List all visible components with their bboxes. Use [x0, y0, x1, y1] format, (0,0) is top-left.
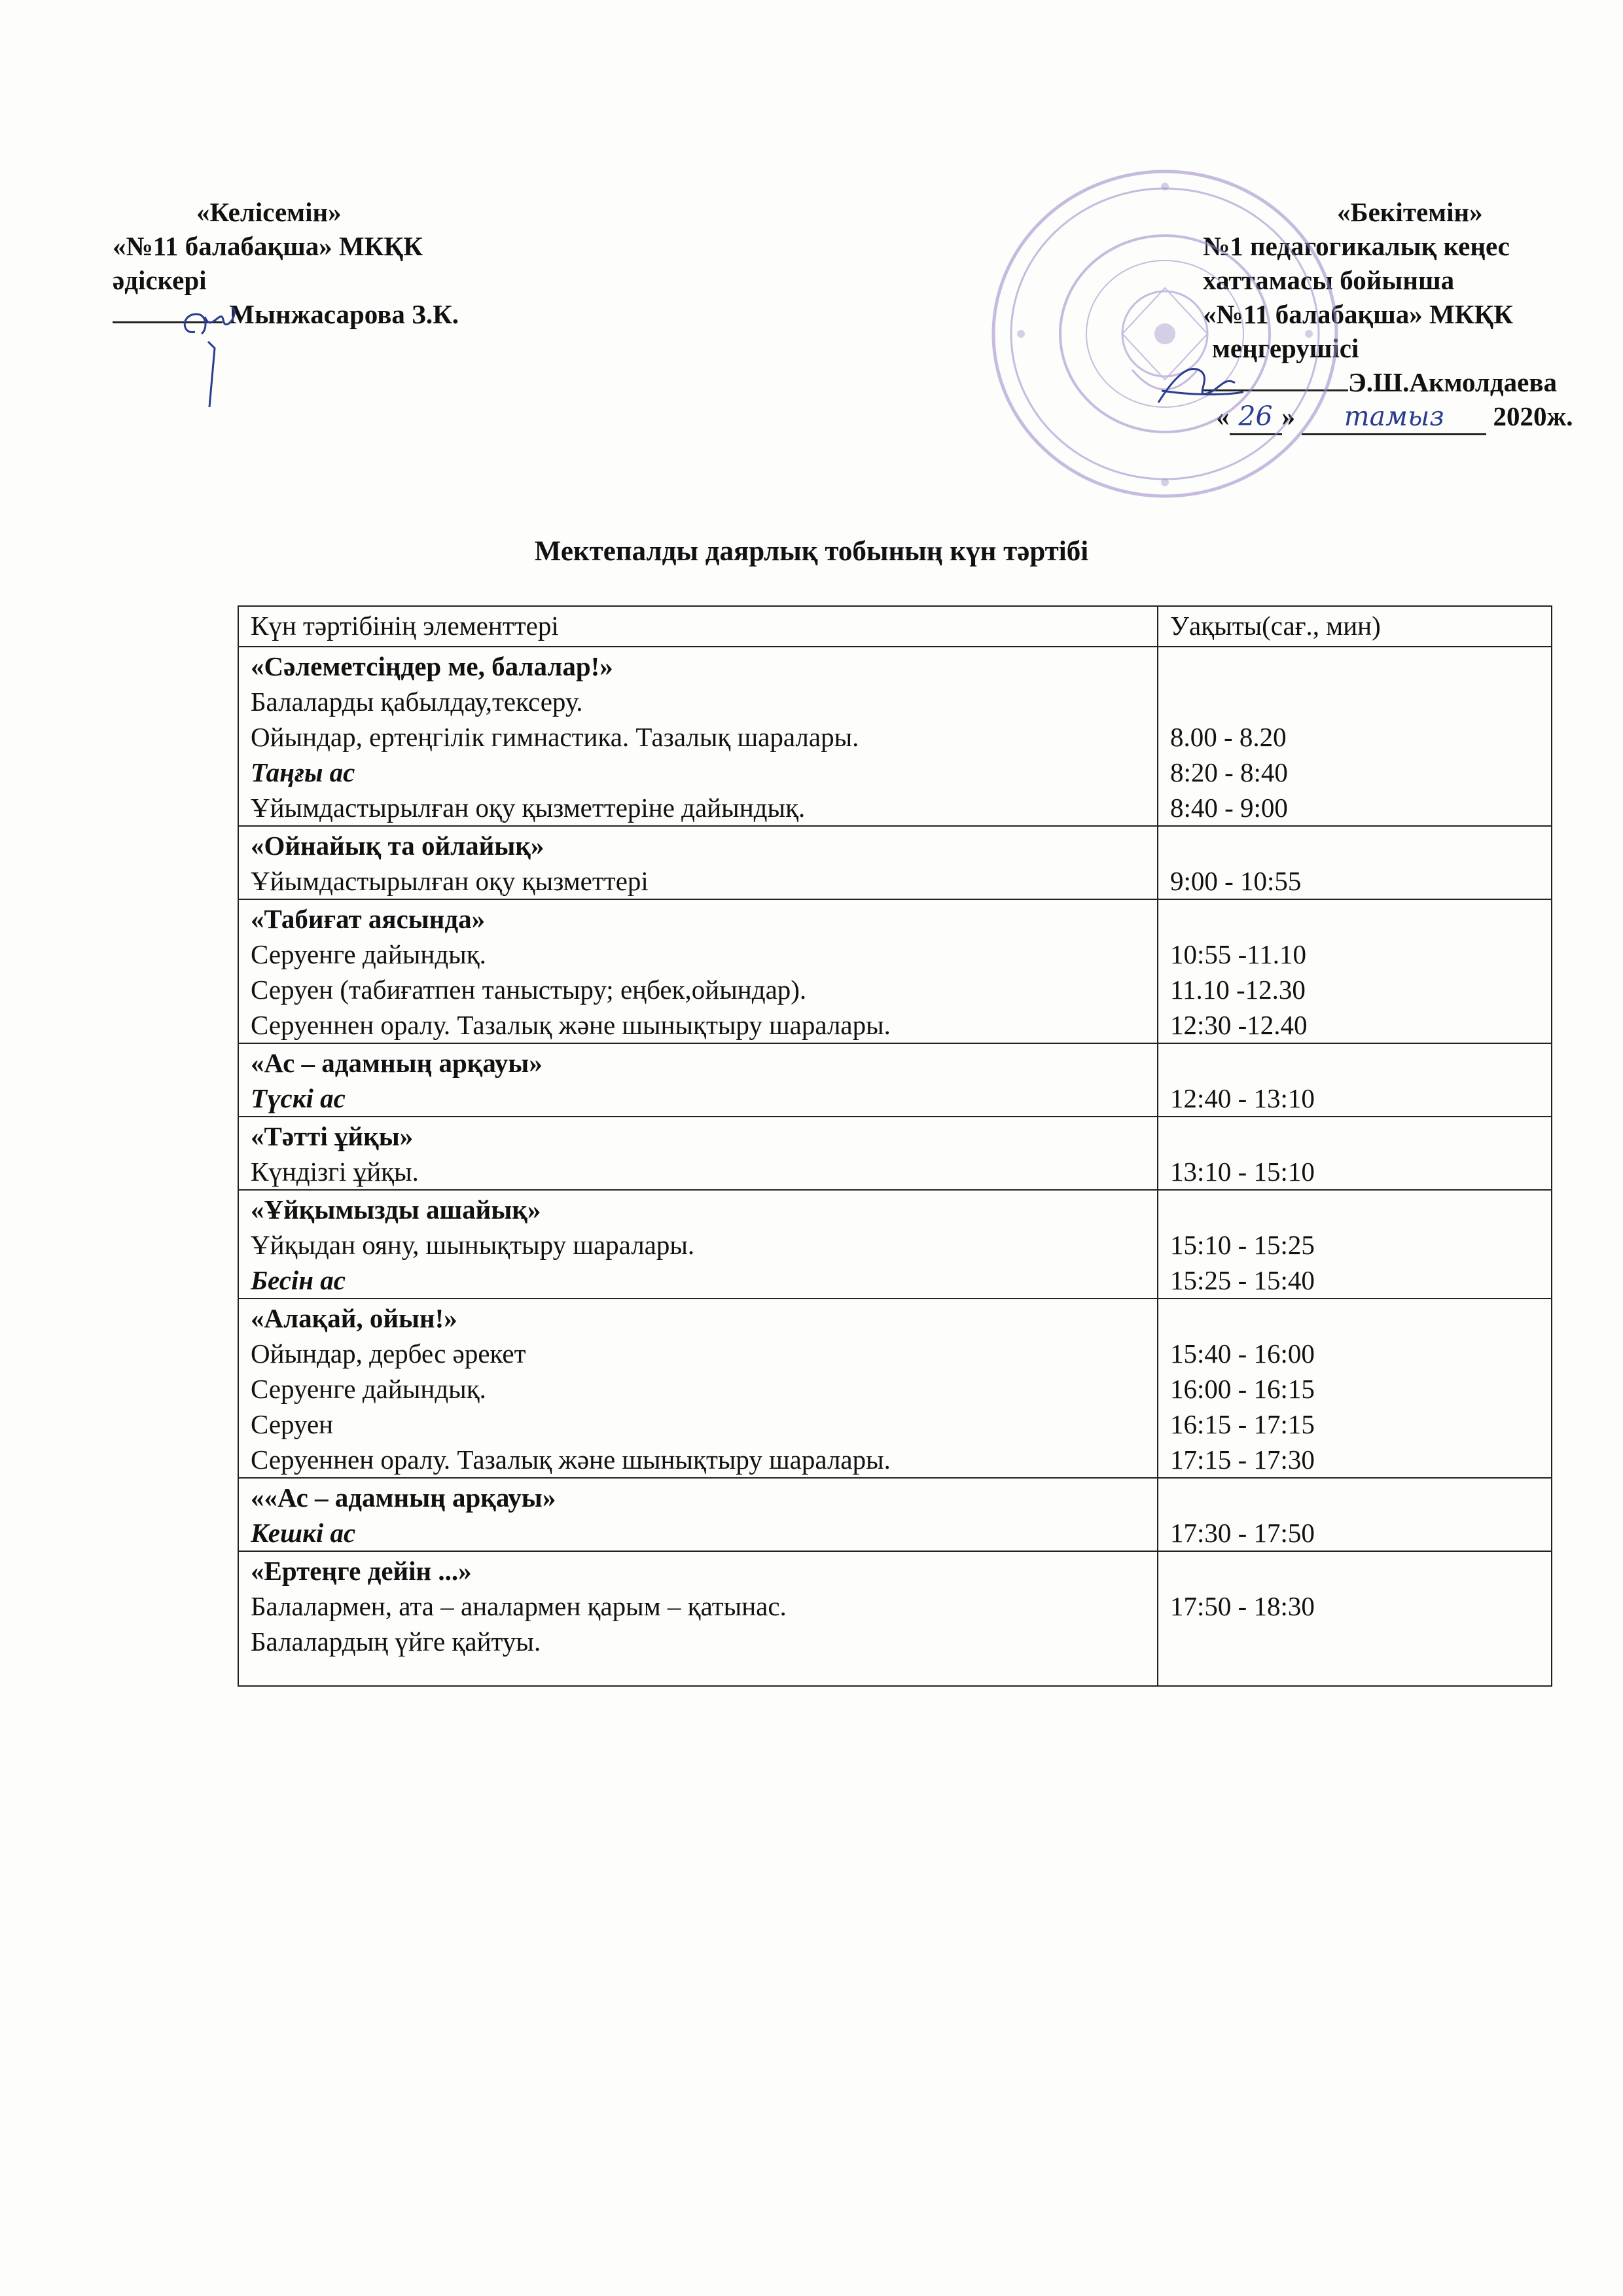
agreed-position: әдіскері: [113, 265, 207, 295]
approved-line-1: №1 педагогикалық кеңес: [1203, 231, 1510, 261]
activity-cell: [238, 647, 1158, 826]
schedule-table: [238, 605, 1552, 1687]
agreed-org: «№11 балабақша» МКҚК: [113, 231, 423, 261]
table-row: [238, 647, 1552, 826]
activity-time: 16:00 - 16:15: [1170, 1374, 1315, 1404]
activity-time: 15:25 - 15:40: [1170, 1265, 1315, 1295]
table-header-row: [238, 606, 1552, 647]
activity-time: 12:30 -12.40: [1170, 1010, 1308, 1040]
section-title: «Сәлеметсіңдер ме, балалар!»: [251, 651, 613, 681]
time-cell: [1158, 1043, 1552, 1117]
activity-time: 13:10 - 15:10: [1170, 1157, 1315, 1187]
date-quote-close: »: [1281, 401, 1295, 431]
activity-time: 8:20 - 8:40: [1170, 757, 1288, 787]
activity-text: Серуен (табиғатпен таныстыру; еңбек,ойындар).: [251, 975, 807, 1005]
section-title: «Ойнайық та ойлайық»: [251, 831, 544, 861]
time-cell: [1158, 1190, 1552, 1299]
time-cell: [1158, 1299, 1552, 1478]
official-stamp: [982, 160, 1348, 507]
activity-text: Серуеннен оралу. Тазалық және шынықтыру шаралары.: [251, 1444, 891, 1475]
section-title: «Табиғат аясында»: [251, 904, 486, 934]
activity-text: Ойындар, дербес әрекет: [251, 1338, 526, 1369]
activity-cell: [238, 899, 1158, 1043]
approved-line-4: меңгерушісі: [1212, 333, 1359, 363]
activity-text: Балалармен, ата – аналармен қарым – қатынас.: [251, 1591, 787, 1621]
time-cell: [1158, 647, 1552, 826]
activity-time: 17:15 - 17:30: [1170, 1444, 1315, 1475]
table-row: [238, 1478, 1552, 1551]
date-year: 2020ж.: [1493, 401, 1573, 431]
activity-text: Серуен: [251, 1409, 334, 1439]
activity-text: Бесін ас: [251, 1265, 346, 1295]
activity-cell: [238, 1117, 1158, 1190]
activity-time: 15:40 - 16:00: [1170, 1338, 1315, 1369]
time-cell: [1158, 899, 1552, 1043]
activity-time: 17:30 - 17:50: [1170, 1518, 1315, 1548]
time-cell: [1158, 1478, 1552, 1551]
activity-time: [1170, 684, 1544, 719]
activity-text: Серуеннен оралу. Тазалық және шынықтыру шаралары.: [251, 1010, 891, 1040]
activity-cell: [238, 1299, 1158, 1478]
activity-text: Серуенге дайындық.: [251, 1374, 486, 1404]
agreed-signature-line: [113, 297, 459, 331]
time-cell: [1158, 1551, 1552, 1686]
approved-name: Э.Ш.Акмолдаева: [1348, 367, 1557, 397]
activity-text: Ұйымдастырылған оқу қызметтері: [251, 866, 649, 896]
time-cell: [1158, 1117, 1552, 1190]
schedule-body: [238, 647, 1552, 1686]
activity-time: 12:40 - 13:10: [1170, 1083, 1315, 1113]
activity-cell: [238, 1190, 1158, 1299]
activity-text: Ұйқыдан ояну, шынықтыру шаралары.: [251, 1230, 695, 1260]
activity-text: Түскі ас: [251, 1083, 346, 1113]
section-title: «Ас – адамның арқауы»: [251, 1048, 543, 1078]
date-day: 26: [1238, 401, 1273, 432]
agreed-name: Мынжасарова З.К.: [229, 299, 459, 329]
agreed-block: [113, 195, 459, 331]
header-elements: Күн тәртібінің элементтері: [238, 606, 1158, 647]
signature-scribble-right: [1149, 357, 1247, 419]
activity-text: Серуенге дайындық.: [251, 939, 486, 969]
activity-text: Балаларды қабылдау,тексеру.: [251, 687, 583, 717]
table-row: [238, 826, 1552, 899]
activity-text: Күндізгі ұйқы.: [251, 1157, 419, 1187]
time-cell: [1158, 826, 1552, 899]
activity-cell: [238, 1478, 1158, 1551]
activity-cell: [238, 826, 1158, 899]
activity-text: Ұйымдастырылған оқу қызметтеріне дайындық.: [251, 793, 806, 823]
section-title: «Алақай, ойын!»: [251, 1303, 457, 1333]
activity-cell: [238, 1551, 1158, 1686]
section-title: «Ертеңге дейін ...»: [251, 1556, 472, 1586]
approved-line-2: хаттамасы бойынша: [1203, 265, 1455, 295]
section-title: ««Ас – адамның арқауы»: [251, 1482, 556, 1513]
section-title: «Тәтті ұйқы»: [251, 1121, 414, 1151]
document-title: Мектепалды даярлық тобының күн тәртібі: [534, 536, 1089, 567]
table-row: [238, 1299, 1552, 1478]
activity-time: 8.00 - 8.20: [1170, 722, 1287, 752]
approved-title: «Бекітемін»: [1337, 197, 1483, 227]
approved-line-3: «№11 балабақша» МКҚК: [1203, 299, 1513, 329]
agreed-title: «Келісемін»: [196, 197, 342, 227]
activity-time: 10:55 -11.10: [1170, 939, 1307, 969]
activity-text: Ойындар, ертеңгілік гимнастика. Тазалық шаралары.: [251, 722, 859, 752]
table-row: [238, 1117, 1552, 1190]
activity-time: [1170, 1624, 1544, 1659]
header-time: Уақыты(сағ., мин): [1158, 606, 1552, 647]
activity-time: 11.10 -12.30: [1170, 975, 1306, 1005]
activity-text: Кешкі ас: [251, 1518, 356, 1548]
table-row: [238, 1190, 1552, 1299]
activity-time: 9:00 - 10:55: [1170, 866, 1302, 896]
date-quote-open: «: [1216, 401, 1230, 431]
activity-time: 16:15 - 17:15: [1170, 1409, 1315, 1439]
activity-time: 17:50 - 18:30: [1170, 1591, 1315, 1621]
table-row: [238, 1551, 1552, 1686]
signature-scribble-left: [169, 283, 247, 414]
table-row: [238, 1043, 1552, 1117]
activity-cell: [238, 1043, 1158, 1117]
activity-time: 8:40 - 9:00: [1170, 793, 1288, 823]
activity-time: 15:10 - 15:25: [1170, 1230, 1315, 1260]
date-month: тамыз: [1344, 401, 1444, 432]
activity-text: Балалардың үйге қайтуы.: [251, 1626, 541, 1657]
section-title: «Ұйқымызды ашайық»: [251, 1194, 541, 1225]
activity-text: Таңғы ас: [251, 757, 355, 787]
table-row: [238, 899, 1552, 1043]
